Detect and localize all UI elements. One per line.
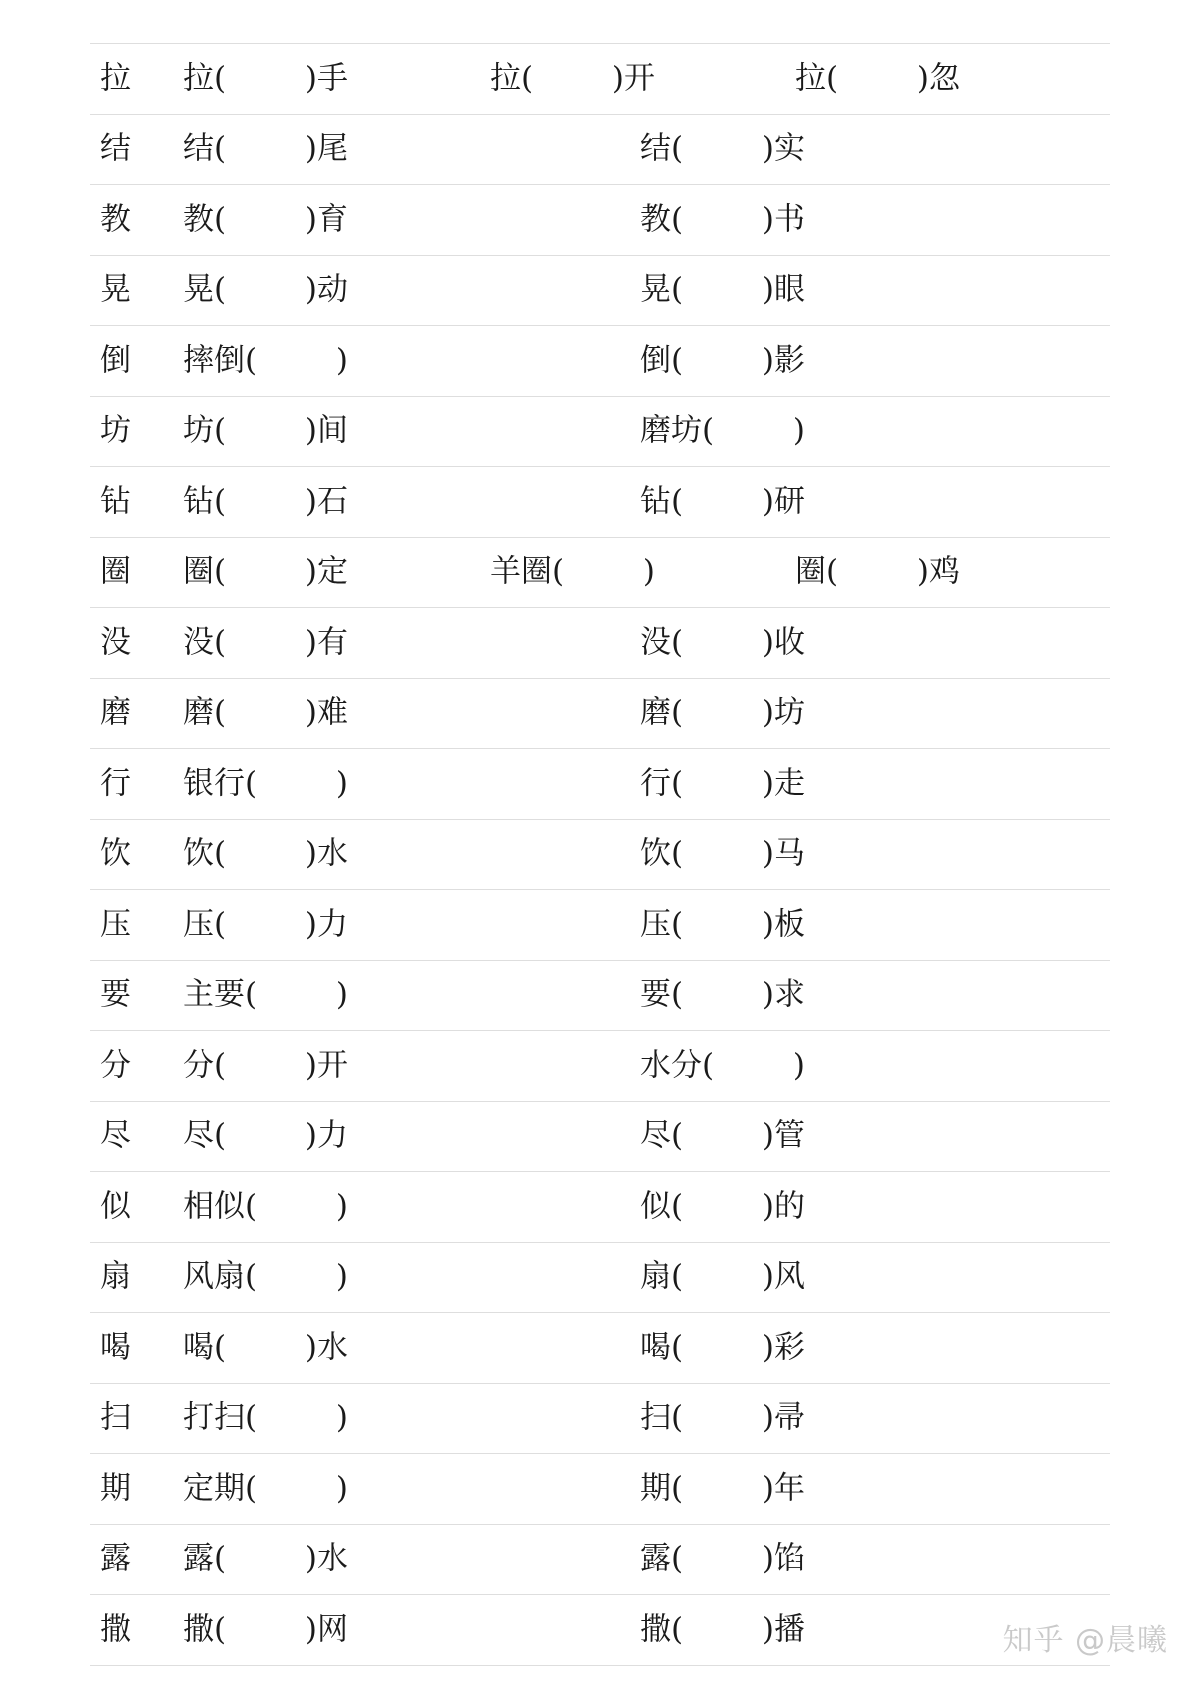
table-row: [90, 255, 1110, 326]
word-blank-3: 教( )书: [640, 201, 806, 238]
table-row: [90, 325, 1110, 396]
word-blank-3: 似( )的: [640, 1188, 806, 1225]
word-blank-1: 结( )尾: [183, 130, 349, 167]
table-row: [90, 607, 1110, 678]
word-blank-3: 尽( )管: [640, 1117, 806, 1154]
word-blank-3: 压( )板: [640, 906, 806, 943]
table-row: [90, 819, 1110, 890]
table-row: [90, 1030, 1110, 1101]
word-blank-1: 主要( ): [183, 976, 349, 1013]
word-blank-3: 钻( )研: [640, 483, 806, 520]
table-row: [90, 1453, 1110, 1524]
table-row: [90, 1312, 1110, 1383]
word-blank-4: 圈( )鸡: [795, 553, 961, 590]
word-blank-3: 露( )馅: [640, 1540, 806, 1577]
table-row: [90, 1524, 1110, 1595]
word-blank-1: 打扫( ): [183, 1399, 349, 1436]
table-row: [90, 1383, 1110, 1454]
word-blank-3: 没( )收: [640, 624, 806, 661]
polyphone-char: 磨: [100, 694, 131, 731]
table-row: [90, 1594, 1110, 1666]
word-blank-3: 饮( )马: [640, 835, 806, 872]
word-blank-3: 磨( )坊: [640, 694, 806, 731]
word-blank-1: 坊( )间: [183, 412, 349, 449]
word-blank-2: 拉( )开: [490, 60, 656, 97]
polyphone-worksheet: [90, 43, 1110, 1666]
table-row: [90, 678, 1110, 749]
polyphone-char: 圈: [100, 553, 131, 590]
word-blank-3: 水分( ): [640, 1047, 806, 1084]
polyphone-char: 钻: [100, 483, 131, 520]
polyphone-char: 尽: [100, 1117, 131, 1154]
word-blank-3: 结( )实: [640, 130, 806, 167]
table-row: [90, 184, 1110, 255]
polyphone-char: 似: [100, 1188, 131, 1225]
word-blank-3: 撒( )播: [640, 1611, 806, 1648]
word-blank-1: 晃( )动: [183, 271, 349, 308]
word-blank-1: 拉( )手: [183, 60, 349, 97]
polyphone-char: 要: [100, 976, 131, 1013]
polyphone-char: 期: [100, 1470, 131, 1507]
polyphone-char: 行: [100, 765, 131, 802]
word-blank-3: 喝( )彩: [640, 1329, 806, 1366]
table-row: [90, 1101, 1110, 1172]
word-blank-1: 摔倒( ): [183, 342, 349, 379]
word-blank-3: 晃( )眼: [640, 271, 806, 308]
polyphone-char: 饮: [100, 835, 131, 872]
word-blank-1: 教( )育: [183, 201, 349, 238]
table-row: [90, 1171, 1110, 1242]
polyphone-char: 没: [100, 624, 131, 661]
word-blank-3: 期( )年: [640, 1470, 806, 1507]
table-row: [90, 466, 1110, 537]
polyphone-char: 教: [100, 201, 131, 238]
polyphone-char: 倒: [100, 342, 131, 379]
word-blank-1: 撒( )网: [183, 1611, 349, 1648]
word-blank-4: 拉( )忽: [795, 60, 961, 97]
table-row: [90, 114, 1110, 185]
polyphone-char: 分: [100, 1047, 131, 1084]
word-blank-3: 行( )走: [640, 765, 806, 802]
word-blank-1: 没( )有: [183, 624, 349, 661]
word-blank-1: 定期( ): [183, 1470, 349, 1507]
table-row: [90, 396, 1110, 467]
word-blank-3: 扫( )帚: [640, 1399, 806, 1436]
table-row: [90, 537, 1110, 608]
table-row: [90, 889, 1110, 960]
polyphone-char: 扫: [100, 1399, 131, 1436]
zhihu-watermark: 知乎 @晨曦: [1002, 1623, 1168, 1658]
word-blank-1: 钻( )石: [183, 483, 349, 520]
table-row: [90, 748, 1110, 819]
word-blank-1: 分( )开: [183, 1047, 349, 1084]
polyphone-char: 露: [100, 1540, 131, 1577]
word-blank-2: 羊圈( ): [490, 553, 656, 590]
polyphone-char: 结: [100, 130, 131, 167]
polyphone-char: 扇: [100, 1258, 131, 1295]
polyphone-char: 晃: [100, 271, 131, 308]
word-blank-1: 风扇( ): [183, 1258, 349, 1295]
table-row: [90, 1242, 1110, 1313]
polyphone-char: 拉: [100, 60, 131, 97]
word-blank-3: 倒( )影: [640, 342, 806, 379]
word-blank-1: 露( )水: [183, 1540, 349, 1577]
word-blank-1: 压( )力: [183, 906, 349, 943]
polyphone-char: 压: [100, 906, 131, 943]
word-blank-3: 要( )求: [640, 976, 806, 1013]
word-blank-3: 磨坊( ): [640, 412, 806, 449]
word-blank-1: 喝( )水: [183, 1329, 349, 1366]
word-blank-1: 银行( ): [183, 765, 349, 802]
word-blank-3: 扇( )风: [640, 1258, 806, 1295]
word-blank-1: 磨( )难: [183, 694, 349, 731]
word-blank-1: 圈( )定: [183, 553, 349, 590]
word-blank-1: 尽( )力: [183, 1117, 349, 1154]
polyphone-char: 撒: [100, 1611, 131, 1648]
word-blank-1: 饮( )水: [183, 835, 349, 872]
table-row: [90, 960, 1110, 1031]
word-blank-1: 相似( ): [183, 1188, 349, 1225]
polyphone-char: 坊: [100, 412, 131, 449]
polyphone-char: 喝: [100, 1329, 131, 1366]
table-row: [90, 43, 1110, 114]
